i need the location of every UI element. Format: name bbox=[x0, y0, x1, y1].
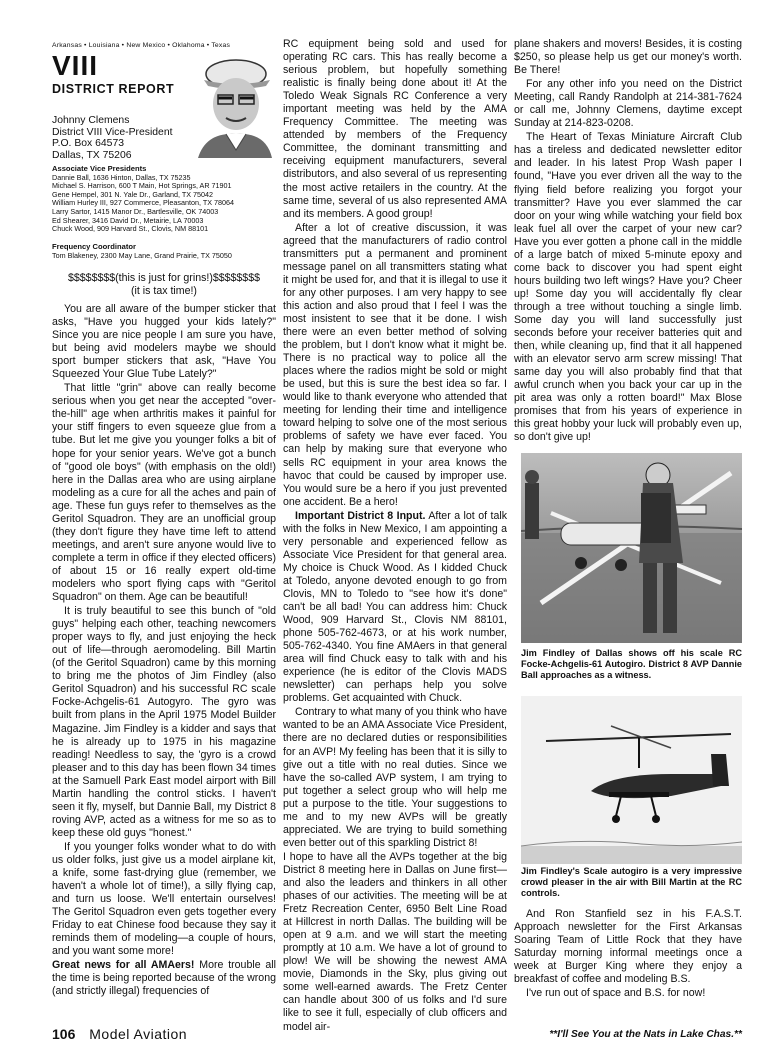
paragraph bbox=[52, 959, 276, 998]
grins-line: $$$$$$$$(this is just for grins!)$$$$$$$$ bbox=[68, 272, 260, 284]
author-po-box: P.O. Box 64573 bbox=[52, 138, 125, 150]
avp-entry: Chuck Wood, 909 Harvard St., Clovis, NM 88101 bbox=[52, 224, 209, 234]
avp-entry: Larry Sartor, 1415 Manor Dr., Bartlesville, OK 74003 bbox=[52, 206, 219, 216]
avp-entry: Michael S. Harrison, 600 T Main, Hot Springs, AR 71901 bbox=[52, 181, 232, 191]
paragraph: I hope to have all the AVPs together at the big District 8 meeting here in Dallas on June first—and also the leaders and thinkers in all other phases of our activities. The meeting will be at Fretz Recreation Center, 6950 Belt Line Road at Hillcrest in north Dallas. The building will be open at 9 a.m. and we will start the meeting promptly at 10 a.m. We have a lot of ground to plow! We will be showing the newest AMA movie, Diamonds in the Sky, plus giving out some well-earned awards. The Fretz Center can handle about 300 of us folks and I'd sure like to see it full, especially of club officers and model air- bbox=[283, 850, 507, 1033]
grins-line: (it is tax time!) bbox=[131, 284, 197, 297]
paragraph: It is truly beautiful to see this bunch of "old guys" helping each other, teaching newcomers proper ways to fly, and just enjoying the heck out of life—through aeromodeling. Bill Martin (of the Geritol Squadron) came by this morning to bring me the photos of Jim Findley (also Geritol Squadron) and his successful RC scale Focke-Achgelis-61 Autogyro. The gyro was built from plans in the April 1975 Model Builder Magazine. Jim Findley is a kidder and says that he is already up to 1975 in his magazine reading! Needless to say, the 'gyro is a crowd pleaser and to this day has been flown 34 times at the Samuell Park East model airport with Bill Martin handling the control sticks. I haven't seen it fly, myself, but Dannie Ball, my District 8 roving AVP, acted as a witness for me so as to keep these old guys "honest." bbox=[52, 605, 276, 839]
avp-entry: William Hurley III, 927 Commerce, Pleasanton, TX 78064 bbox=[52, 198, 235, 208]
avp-entry: Ed Shearer, 3416 David Dr., Metairie, LA 70003 bbox=[52, 215, 204, 225]
paragraph: If you younger folks wonder what to do with us older folks, just give us a model airplane kit, a knife, some fast-drying glue (remember, we haven't a whole lot of time!), a silly flying cap, and turn us loose. We'll entertain ourselves! The Geritol Squadron even gets together every Friday to eat Chinese food because they say it reminds them of modeling—a couple of hours, and you want some more! bbox=[52, 840, 276, 958]
magazine-name: Model Aviation bbox=[89, 1026, 188, 1042]
frequency-coordinator bbox=[52, 243, 232, 260]
closing-line: **I'll See You at the Nats in Lake Chas.** bbox=[549, 1029, 742, 1040]
report-title: DISTRICT REPORT bbox=[52, 82, 175, 96]
paragraph: And Ron Stanfield sez in his F.A.S.T. Approach newsletter for the First Arkansas Soaring Team of Little Rock that they have Saturday morning informal meetings once a week at Burger King where they enjoy a breakfast of coffee and modeling B.S. bbox=[514, 908, 742, 986]
paragraph-text: More trouble all the time is being reported because of the wrong (and strictly illegal) frequencies of bbox=[52, 959, 276, 998]
paragraph: That little "grin" above can really become serious when you get near the accepted "over-the-hill" age when arthritis makes it painful for your stiff fingers to even squeeze glue from a tube. But let me give you younger folks a bit of hope for your senior years. We've got a bunch of "good ole boys" (with emphasis on the old!) here in the Dallas area who are using airplane modeling as a cure for all the aches and pain of age. These fun guys refer to themselves as the Geritol Squadron. They are an unofficial group (they don't figure they have time left to attend meetings, and aren't sure anyone would live to complete a term in office if they elected officers) of about 15 or 16 really expert old-time modelers who sport flying caps with "Geritol Squadron" on them. Age can be beautiful! bbox=[52, 382, 276, 604]
paragraph: Contrary to what many of you think who have wanted to be an AMA Associate Vice President, there are no declared duties or responsibilities for an AVP! My feeling has been that it is silly to give out a title with no real duties. Since we have the so-called AVP system, I am trying to put together a select group who will help me put a purpose to the title. Your suggestions to me and to my new AVPs will be greatly appreciated. We are trying to build something even better out of this sparkling District 8! bbox=[283, 706, 507, 849]
photo-autogyro-ground bbox=[521, 453, 742, 643]
district-numeral: VIII bbox=[52, 50, 99, 81]
author-city: Dallas, TX 75206 bbox=[52, 149, 132, 161]
bold-lead: Great news for all AMAers! bbox=[52, 959, 195, 972]
column-2 bbox=[283, 38, 507, 1035]
avp-heading: Associate Vice Presidents bbox=[52, 164, 147, 173]
paragraph: RC equipment being sold and used for operating RC cars. This has really become a serious problem, but hopefully something realistic is finally being done about it! At the Toledo Weak Signals RC Conference a very important meeting was held by the AMA Frequency Committee. The meeting was attended by members of the Frequency Committee, the dominant transmitting and receiving equipment manufacturers, several distributors, and also several of us representing the most active retailers in the country. At the same time, several of us also represented AMA and its members. A good group! bbox=[283, 38, 507, 220]
paragraph: You are all aware of the bumper sticker that asks, "Have you hugged your kids lately?" Since you are nice people I am sure you have, but being avid modelers maybe we should sport bumper stickers that ask, "Have You Squeezed Your Glue Tube Lately?" bbox=[52, 303, 276, 381]
paragraph: I've run out of space and B.S. for now! bbox=[526, 987, 706, 1000]
grins-banner bbox=[52, 272, 276, 297]
bold-lead: Important District 8 Input. bbox=[295, 509, 426, 522]
column-3-bottom bbox=[514, 908, 742, 1001]
column-1 bbox=[52, 303, 276, 999]
paragraph-text: After a lot of talk with the folks in New Mexico, I am appointing a very personable and experienced fellow as Associate Vice President for that general area. My choice is Chuck Wood. As I kidded Chuck at Toledo, anyone devoted enough to go from Clovis, MN to Toledo to "see how it's done" can't be all bad! You can address him: Chuck Wood, 909 Harvard St., Clovis NM 88101, phone 505-762-4673, or at his work number, 505-762-4340. You fine AMAers in that general area will find Chuck easy to talk with and his experience (he is editor of the Clovis MADS newsletter) can perhaps help you solve problems. Get acquainted with Chuck. bbox=[283, 509, 507, 705]
district-states: Arkansas • Louisiana • New Mexico • Oklahoma • Texas bbox=[52, 42, 231, 49]
avp-entry: Dannie Ball, 1636 Hinton, Dallas, TX 75235 bbox=[52, 172, 191, 182]
page-number: 106 bbox=[52, 1026, 76, 1042]
photo-caption: Jim Findley's Scale autogiro is a very impressive crowd pleaser in the air with Bill Martin at the RC controls. bbox=[521, 866, 742, 899]
frequency-heading: Frequency Coordinator bbox=[52, 242, 136, 251]
paragraph: After a lot of creative discussion, it was agreed that the manufacturers of radio control transmitters put a permanent and prominent message panel on all transmitters stating what it might be used for, and that it is illegal to use it for any other purposes. I am very happy to see this action and also proud that I feel I was the most insistent to see that it be done. I wish there were an even better method of solving the problem, but I don't know what it might be. There is no practical way to police all the places where the radios might be sold or might be used, but this is sure the best idea so far. I would like to thank everyone who attended that meeting for lending their time and intelligence toward helping to solve one of the most serious problems of safety we have ever faced. You can help by making sure that everyone who sells RC equipment in your area knows the havoc that could be caused by improper use. You would sure be a hero if you just prevented one accident. Be a hero! bbox=[283, 221, 507, 508]
photo-caption: Jim Findley of Dallas shows off his scale RC Focke-Achgelis-61 Autogiro. District 8 AVP Dannie Ball approaches as a witness. bbox=[521, 648, 742, 681]
photo-autogyro-flying bbox=[521, 696, 742, 864]
paragraph: For any other info you need on the District Meeting, call Randy Randolph at 214-381-7624 or call me, Johnny Clemens, daytime except Sunday at 214-823-0208. bbox=[514, 78, 742, 130]
column-3 bbox=[514, 38, 742, 445]
paragraph bbox=[283, 510, 507, 706]
author-portrait bbox=[196, 54, 274, 158]
paragraph: plane shakers and movers! Besides, it is costing $250, so please help us get our money's worth. Be There! bbox=[514, 38, 742, 77]
frequency-entry: Tom Blakeney, 2300 May Lane, Grand Prairie, TX 75050 bbox=[52, 250, 232, 260]
author-role: District VIII Vice-President bbox=[52, 126, 173, 138]
page-footer bbox=[52, 1026, 187, 1042]
author-address bbox=[52, 115, 173, 161]
paragraph: The Heart of Texas Miniature Aircraft Club has a tireless and dedicated newsletter editor and leader. In his latest Prop Wash paper I found, "Have you ever driven all the way to the flying field before realizing you forgot your transmitter? Have you ever slammed the car door on your wing while watching your field box leak fuel all over the carpet of your new car? Have you ever gotten a phone call in the middle of a large batch of mixed 5-minute epoxy and come back to discover you had spent eight hours building two left wings? Have you? Cheer up! Some day you will accidentally fly clear through a tree without touching a single limb. Some day you will land successfully just seconds before your receiver batteries quit and then, while cleaning up, find that it all happened with an elevator servo arm screw missing! That same day you will also probably find that that awful crunch when you back your car up in the pit area was only a rotten board!" Max Blose promises that from his years of experience in this great hobby your luck will probably even up, so don't give up! bbox=[514, 131, 742, 444]
associate-vps bbox=[52, 165, 234, 234]
author-name: Johnny Clemens bbox=[52, 115, 130, 126]
avp-entry: Gene Hempel, 301 N. Yale Dr., Garland, TX 75042 bbox=[52, 189, 214, 199]
